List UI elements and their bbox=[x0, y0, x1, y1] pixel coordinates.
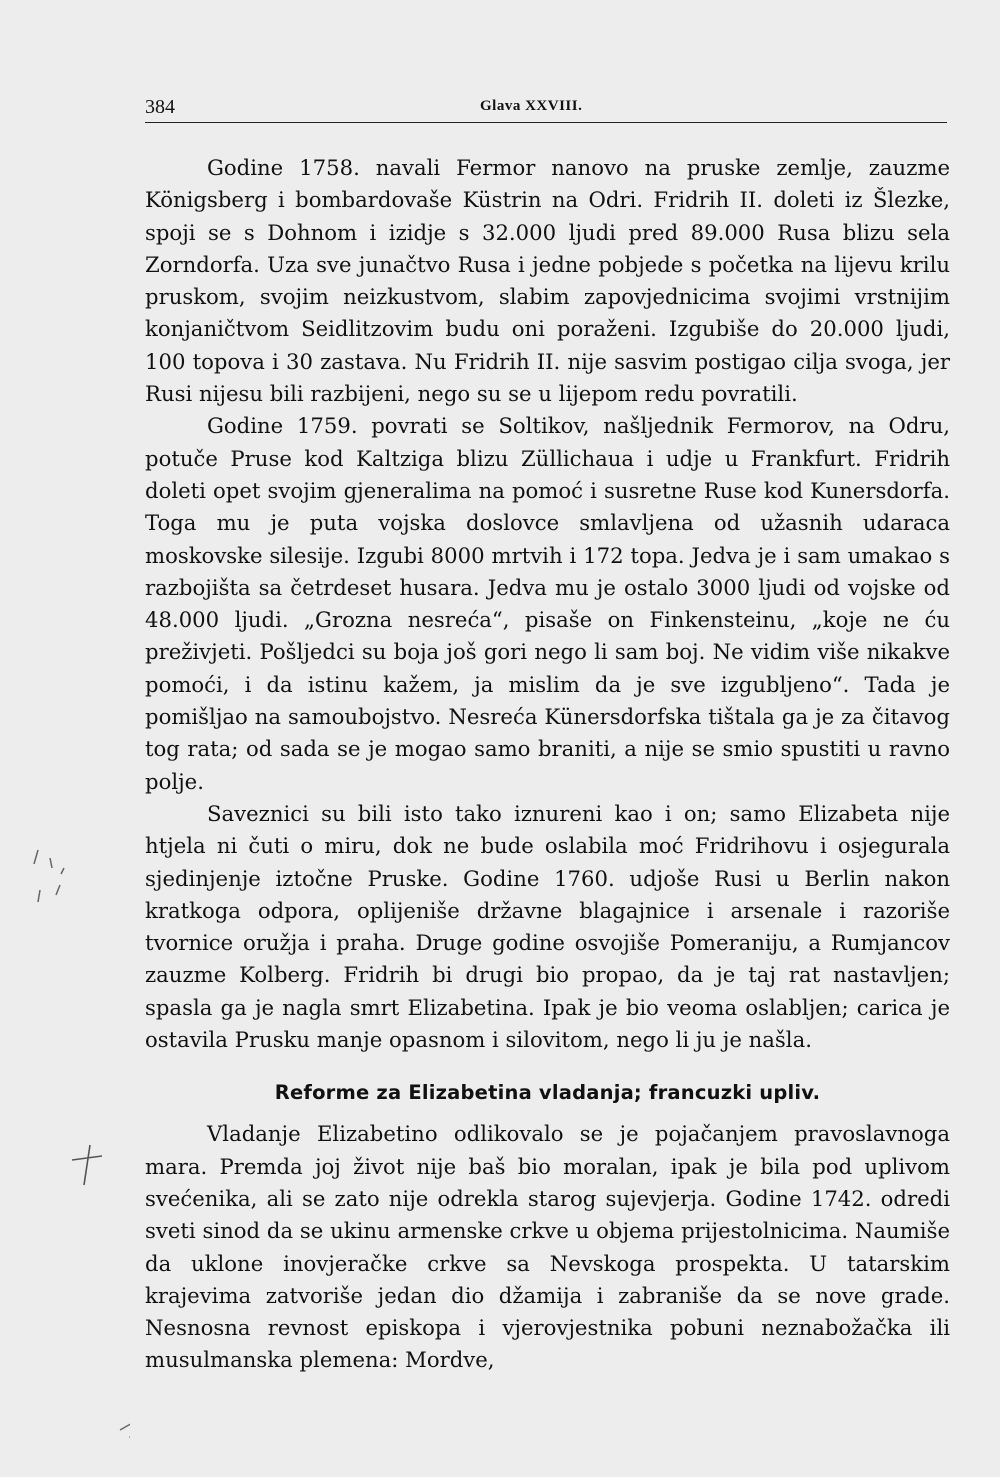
paragraph: Godine 1759. povrati se Soltikov, našljednik Fermorov, na Odru, potuče Pruse kod Kaltziga blizu Züllichaua i udje u Frankfurt. Fridrih doleti opet svojim gjeneralima na pomoć i susretne Ruse kod Kunersdorfa. Toga mu je puta vojska doslovce smlavljena od užasnih udaraca moskovske silesije. Izgubi 8000 mrtvih i 172 topa. Jedva je i sam umakao s razbojišta sa četrdeset husara. Jedva mu je ostalo 3000 ljudi od vojske od 48.000 ljudi. „Grozna nesreća“, pisaše on Finkensteinu, „koje ne ću preživjeti. Pošljedci su boja još gori nego li sam boj. Ne vidim više nikakve pomoći, i da istinu kažem, ja mislim da je sve izgubljeno“. Tada je pomišljao na samoubojstvo. Nesreća Künersdorfska tištala ga je za čitavog tog rata; od sada se je mogao samo braniti, a nije se smio spustiti u ravno polje. bbox=[145, 413, 950, 794]
section-heading: Reforme za Elizabetina vladanja; francuzki upliv. bbox=[274, 1081, 821, 1105]
running-head: Glava XXVIII. bbox=[480, 98, 583, 114]
page-header bbox=[145, 92, 947, 123]
paragraph: Vladanje Elizabetino odlikovalo se je pojačanjem pravoslavnoga mara. Premda joj život nije baš bio moralan, ipak je bila pod uplivom svećenika, ali se zato nije odrekla starog sujevjerja. Godine 1742. odredi sveti sinod da se ukinu armenske crkve u objema prijestolnicima. Naumiše da uklone inovjeračke crkve sa Nevskoga prospekta. U tatarskim krajevima zatvoriše jedan dio džamija i zabraniše da se nove grade. Nesnosna revnost episkopa i vjerovjestnika pobuni neznabožačka ili musulmanska plemena: Mordve, bbox=[145, 1121, 950, 1373]
page-number: 384 bbox=[145, 96, 175, 118]
body-text bbox=[145, 152, 950, 1377]
margin-pencil-marks bbox=[20, 830, 130, 1470]
paragraph: Godine 1758. navali Fermor nanovo na pruske zemlje, zauzme Königsberg i bombardovaše Küstrin na Odri. Fridrih II. doleti iz Šlezke, spoji se s Dohnom i izidje s 32.000 ljudi pred 89.000 Rusa blizu sela Zorndorfa. Uza sve junačtvo Rusa i jedne pobjede s početka na lijevu krilu pruskom, svojim neizkustvom, slabim zapovjednicima svojimi vrstnijim konjaničtvom Seidlitzovim budu oni poraženi. Izgubiše do 20.000 ljudi, 100 topova i 30 zastava. Nu Fridrih II. nije sasvim postigao cilja svoga, jer Rusi nijesu bili razbijeni, nego su se u lijepom redu povratili. bbox=[145, 155, 950, 407]
paragraph: Saveznici su bili isto tako iznureni kao i on; samo Elizabeta nije htjela ni čuti o miru, dok ne bude oslabila moć Fridrihovu i osjegurala sjedinjenje iztočne Pruske. Godine 1760. udjoše Rusi u Berlin nakon kratkoga odpora, oplijeniše državne blagajnice i arsenale i razoriše tvornice oružja i praha. Druge godine osvojiše Pomeraniju, a Rumjancov zauzme Kolberg. Fridrih bi drugi bio propao, da je taj rat nastavljen; spasla ga je nagla smrt Elizabetina. Ipak je bio veoma oslabljen; carica je ostavila Prusku manje opasnom i silovitom, nego li ju je našla. bbox=[145, 800, 950, 1053]
